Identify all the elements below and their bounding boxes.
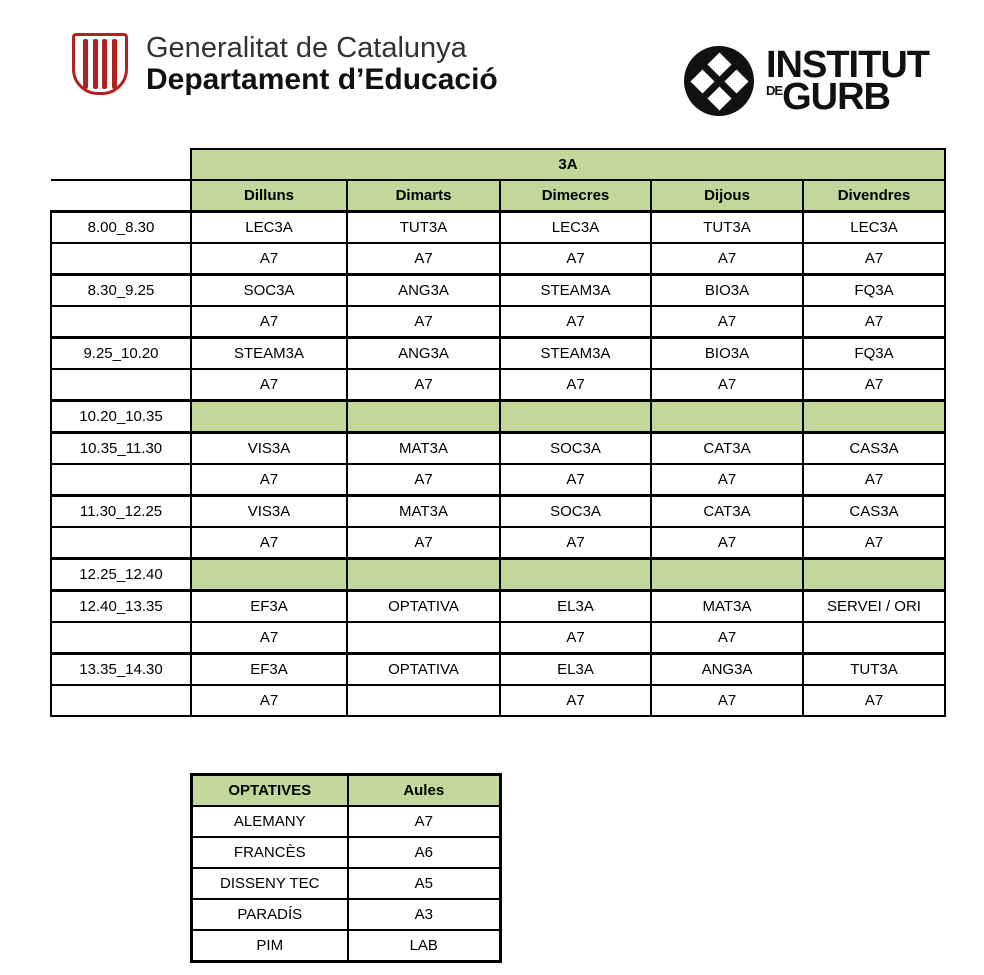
time-cell: 12.40_13.35 xyxy=(51,591,191,623)
time-cell: 10.20_10.35 xyxy=(51,401,191,433)
room-row xyxy=(51,464,945,496)
institut-word: INSTITUT xyxy=(766,44,929,86)
room-cell: A7 xyxy=(500,306,651,338)
slot-row xyxy=(51,433,945,465)
day-header: Dimarts xyxy=(347,180,500,212)
department-name: Departament d’Educació xyxy=(146,63,498,96)
optative-row xyxy=(192,868,501,899)
break-cell xyxy=(803,401,945,433)
subject-cell: EL3A xyxy=(500,591,651,623)
room-cell: A7 xyxy=(191,369,347,401)
subject-cell: VIS3A xyxy=(191,496,347,528)
subject-cell: CAT3A xyxy=(651,433,803,465)
optative-row xyxy=(192,899,501,930)
optative-row xyxy=(192,837,501,868)
room-cell: LAB xyxy=(348,930,501,962)
subject-cell: SERVEI / ORI xyxy=(803,591,945,623)
room-cell: A3 xyxy=(348,899,501,930)
subject-cell: SOC3A xyxy=(500,496,651,528)
break-cell xyxy=(191,559,347,591)
empty-corner xyxy=(51,149,191,180)
optative-row xyxy=(192,930,501,962)
subject-cell: ANG3A xyxy=(347,275,500,307)
optative-name: PARADÍS xyxy=(192,899,348,930)
time-cell: 10.35_11.30 xyxy=(51,433,191,465)
break-cell xyxy=(803,559,945,591)
day-header: Dijous xyxy=(651,180,803,212)
time-cell: 11.30_12.25 xyxy=(51,496,191,528)
subject-cell: LEC3A xyxy=(191,212,347,244)
institut-gurb: GURB xyxy=(782,76,890,118)
day-header: Dilluns xyxy=(191,180,347,212)
room-cell: A7 xyxy=(191,306,347,338)
room-cell: A7 xyxy=(500,369,651,401)
room-cell xyxy=(347,622,500,654)
break-cell xyxy=(651,559,803,591)
subject-cell: EF3A xyxy=(191,591,347,623)
room-cell: A7 xyxy=(500,243,651,275)
slot-row xyxy=(51,559,945,591)
subject-cell: EF3A xyxy=(191,654,347,686)
room-cell xyxy=(347,685,500,716)
institut-de: DE xyxy=(766,83,783,98)
slot-row xyxy=(51,591,945,623)
subject-cell: TUT3A xyxy=(347,212,500,244)
subject-cell: VIS3A xyxy=(191,433,347,465)
time-cell: 12.25_12.40 xyxy=(51,559,191,591)
group-header: 3A xyxy=(191,149,945,180)
break-cell xyxy=(500,559,651,591)
room-row xyxy=(51,527,945,559)
subject-cell: MAT3A xyxy=(347,433,500,465)
room-cell: A7 xyxy=(651,369,803,401)
room-row xyxy=(51,622,945,654)
optative-name: ALEMANY xyxy=(192,806,348,837)
room-row xyxy=(51,243,945,275)
room-cell xyxy=(803,622,945,654)
subject-cell: LEC3A xyxy=(803,212,945,244)
room-cell: A7 xyxy=(651,306,803,338)
subject-cell: FQ3A xyxy=(803,338,945,370)
room-cell: A7 xyxy=(347,527,500,559)
subject-cell: TUT3A xyxy=(651,212,803,244)
optative-name: DISSENY TEC xyxy=(192,868,348,899)
time-cell-empty xyxy=(51,527,191,559)
room-cell: A7 xyxy=(803,527,945,559)
room-cell: A7 xyxy=(191,243,347,275)
subject-cell: STEAM3A xyxy=(191,338,347,370)
subject-cell: LEC3A xyxy=(500,212,651,244)
subject-cell: CAT3A xyxy=(651,496,803,528)
room-row xyxy=(51,369,945,401)
room-cell: A7 xyxy=(803,685,945,716)
room-cell: A7 xyxy=(348,806,501,837)
break-cell xyxy=(500,401,651,433)
optatives-table xyxy=(190,773,502,963)
subject-cell: EL3A xyxy=(500,654,651,686)
optatives-header: OPTATIVES xyxy=(192,775,348,807)
room-cell: A7 xyxy=(500,464,651,496)
time-cell-empty xyxy=(51,622,191,654)
room-cell: A7 xyxy=(803,243,945,275)
optative-name: PIM xyxy=(192,930,348,962)
subject-cell: SOC3A xyxy=(500,433,651,465)
optative-row xyxy=(192,806,501,837)
catalan-shield-icon xyxy=(72,33,128,95)
empty-corner xyxy=(51,180,191,212)
time-cell-empty xyxy=(51,464,191,496)
room-cell: A6 xyxy=(348,837,501,868)
room-cell: A7 xyxy=(803,306,945,338)
slot-row xyxy=(51,338,945,370)
room-cell: A7 xyxy=(347,243,500,275)
slot-row xyxy=(51,496,945,528)
time-cell: 13.35_14.30 xyxy=(51,654,191,686)
room-cell: A7 xyxy=(347,464,500,496)
generalitat-logo xyxy=(72,32,498,96)
subject-cell: STEAM3A xyxy=(500,275,651,307)
subject-cell: BIO3A xyxy=(651,338,803,370)
subject-cell: STEAM3A xyxy=(500,338,651,370)
break-cell xyxy=(191,401,347,433)
subject-cell: TUT3A xyxy=(803,654,945,686)
slot-row xyxy=(51,275,945,307)
gencat-name: Generalitat de Catalunya xyxy=(146,32,467,64)
optatives-header: Aules xyxy=(348,775,501,807)
slot-row xyxy=(51,212,945,244)
subject-cell: CAS3A xyxy=(803,433,945,465)
subject-cell: BIO3A xyxy=(651,275,803,307)
institut-logo xyxy=(684,46,929,116)
room-cell: A7 xyxy=(347,369,500,401)
subject-cell: FQ3A xyxy=(803,275,945,307)
subject-cell: ANG3A xyxy=(347,338,500,370)
subject-cell: MAT3A xyxy=(651,591,803,623)
subject-cell: OPTATIVA xyxy=(347,654,500,686)
institut-emblem-icon xyxy=(684,46,754,116)
room-cell: A7 xyxy=(191,527,347,559)
subject-cell: MAT3A xyxy=(347,496,500,528)
room-cell: A7 xyxy=(803,369,945,401)
break-cell xyxy=(347,559,500,591)
room-cell: A7 xyxy=(651,464,803,496)
day-header: Divendres xyxy=(803,180,945,212)
day-header: Dimecres xyxy=(500,180,651,212)
subject-cell: SOC3A xyxy=(191,275,347,307)
room-cell: A7 xyxy=(651,622,803,654)
room-cell: A7 xyxy=(191,464,347,496)
break-cell xyxy=(347,401,500,433)
time-cell-empty xyxy=(51,685,191,716)
time-cell: 9.25_10.20 xyxy=(51,338,191,370)
room-cell: A7 xyxy=(500,685,651,716)
room-cell: A7 xyxy=(191,685,347,716)
time-cell-empty xyxy=(51,306,191,338)
time-cell: 8.30_9.25 xyxy=(51,275,191,307)
time-cell: 8.00_8.30 xyxy=(51,212,191,244)
break-cell xyxy=(651,401,803,433)
schedule-table xyxy=(50,148,946,717)
room-cell: A5 xyxy=(348,868,501,899)
subject-cell: ANG3A xyxy=(651,654,803,686)
room-row xyxy=(51,685,945,716)
room-row xyxy=(51,306,945,338)
room-cell: A7 xyxy=(651,527,803,559)
time-cell-empty xyxy=(51,243,191,275)
subject-cell: OPTATIVA xyxy=(347,591,500,623)
time-cell-empty xyxy=(51,369,191,401)
slot-row xyxy=(51,401,945,433)
room-cell: A7 xyxy=(500,622,651,654)
optative-name: FRANCÈS xyxy=(192,837,348,868)
room-cell: A7 xyxy=(500,527,651,559)
room-cell: A7 xyxy=(651,685,803,716)
subject-cell: CAS3A xyxy=(803,496,945,528)
room-cell: A7 xyxy=(803,464,945,496)
room-cell: A7 xyxy=(651,243,803,275)
room-cell: A7 xyxy=(191,622,347,654)
slot-row xyxy=(51,654,945,686)
room-cell: A7 xyxy=(347,306,500,338)
